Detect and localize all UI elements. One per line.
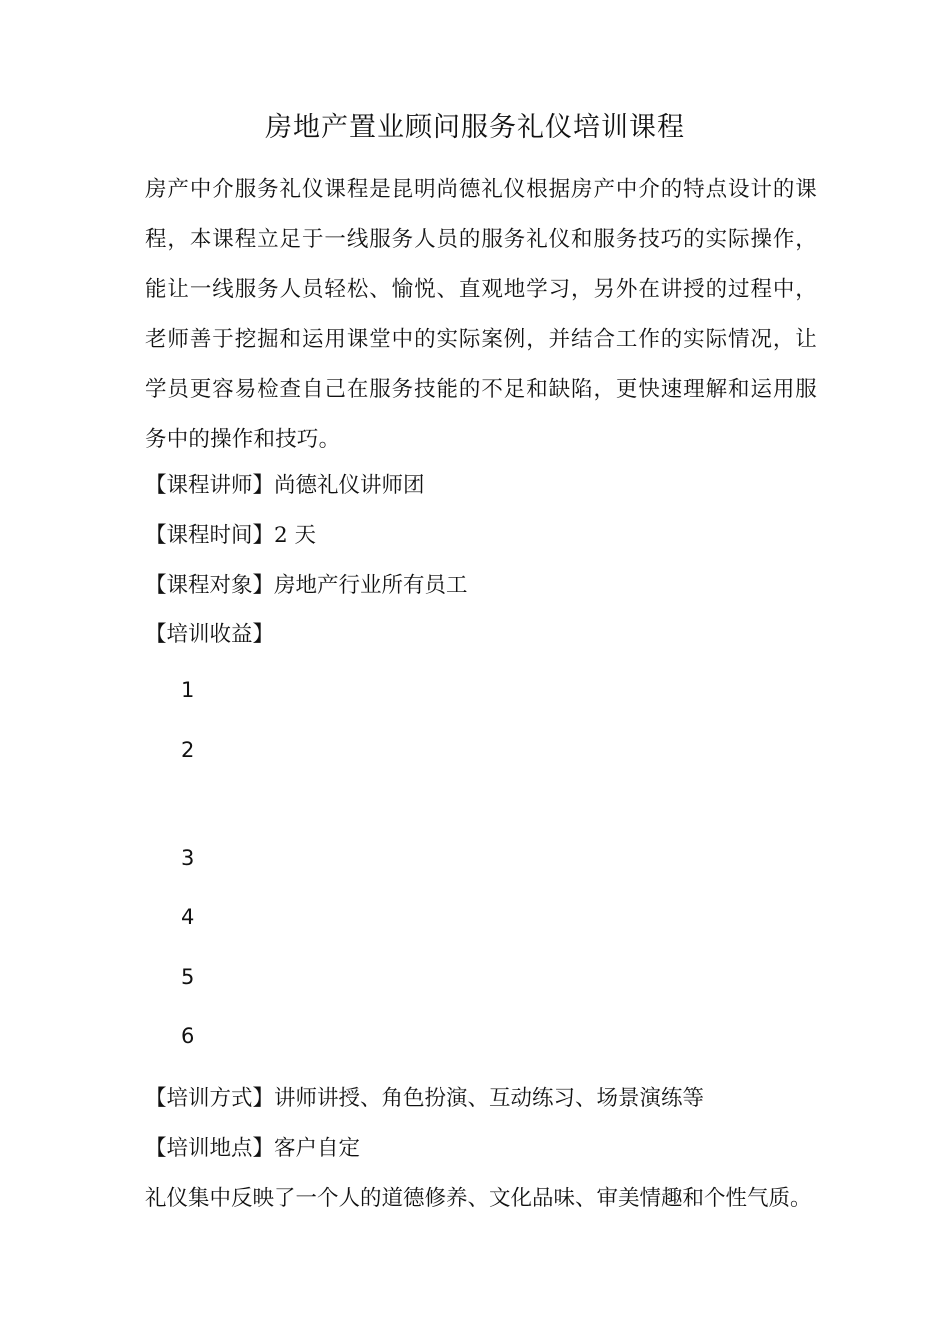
benefits-heading: 【培训收益】: [145, 622, 275, 647]
audience-line: 【课程对象】房地产行业所有员工: [145, 573, 468, 598]
benefit-number: 1: [181, 678, 195, 702]
benefit-number: 4: [181, 905, 195, 929]
benefit-number: 2: [181, 738, 195, 762]
benefit-number: 5: [181, 965, 195, 989]
location-line: 【培训地点】客户自定: [145, 1136, 361, 1161]
intro-paragraph: 房产中介服务礼仪课程是昆明尚德礼仪根据房产中介的特点设计的课程，本课程立足于一线服务人员的服务礼仪和服务技巧的实际操作，能让一线服务人员轻松、愉悦、直观地学习，另外在讲授的过程中，老师善于挖掘和运用课堂中的实际案例，并结合工作的实际情况，让学员更容易检查自己在服务技能的不足和缺陷，更快速理解和运用服务中的操作和技巧。: [145, 177, 817, 452]
duration-line: 【课程时间】2 天: [145, 523, 317, 548]
method-line: 【培训方式】讲师讲授、角色扮演、互动练习、场景演练等: [145, 1086, 705, 1111]
benefit-number: 3: [181, 846, 195, 870]
closing-line: 礼仪集中反映了一个人的道德修养、文化品味、审美情趣和个性气质。: [145, 1186, 812, 1211]
benefit-number: 6: [181, 1024, 195, 1048]
document-title: 房地产置业顾问服务礼仪培训课程: [265, 112, 685, 143]
lecturer-line: 【课程讲师】尚德礼仪讲师团: [145, 473, 425, 498]
